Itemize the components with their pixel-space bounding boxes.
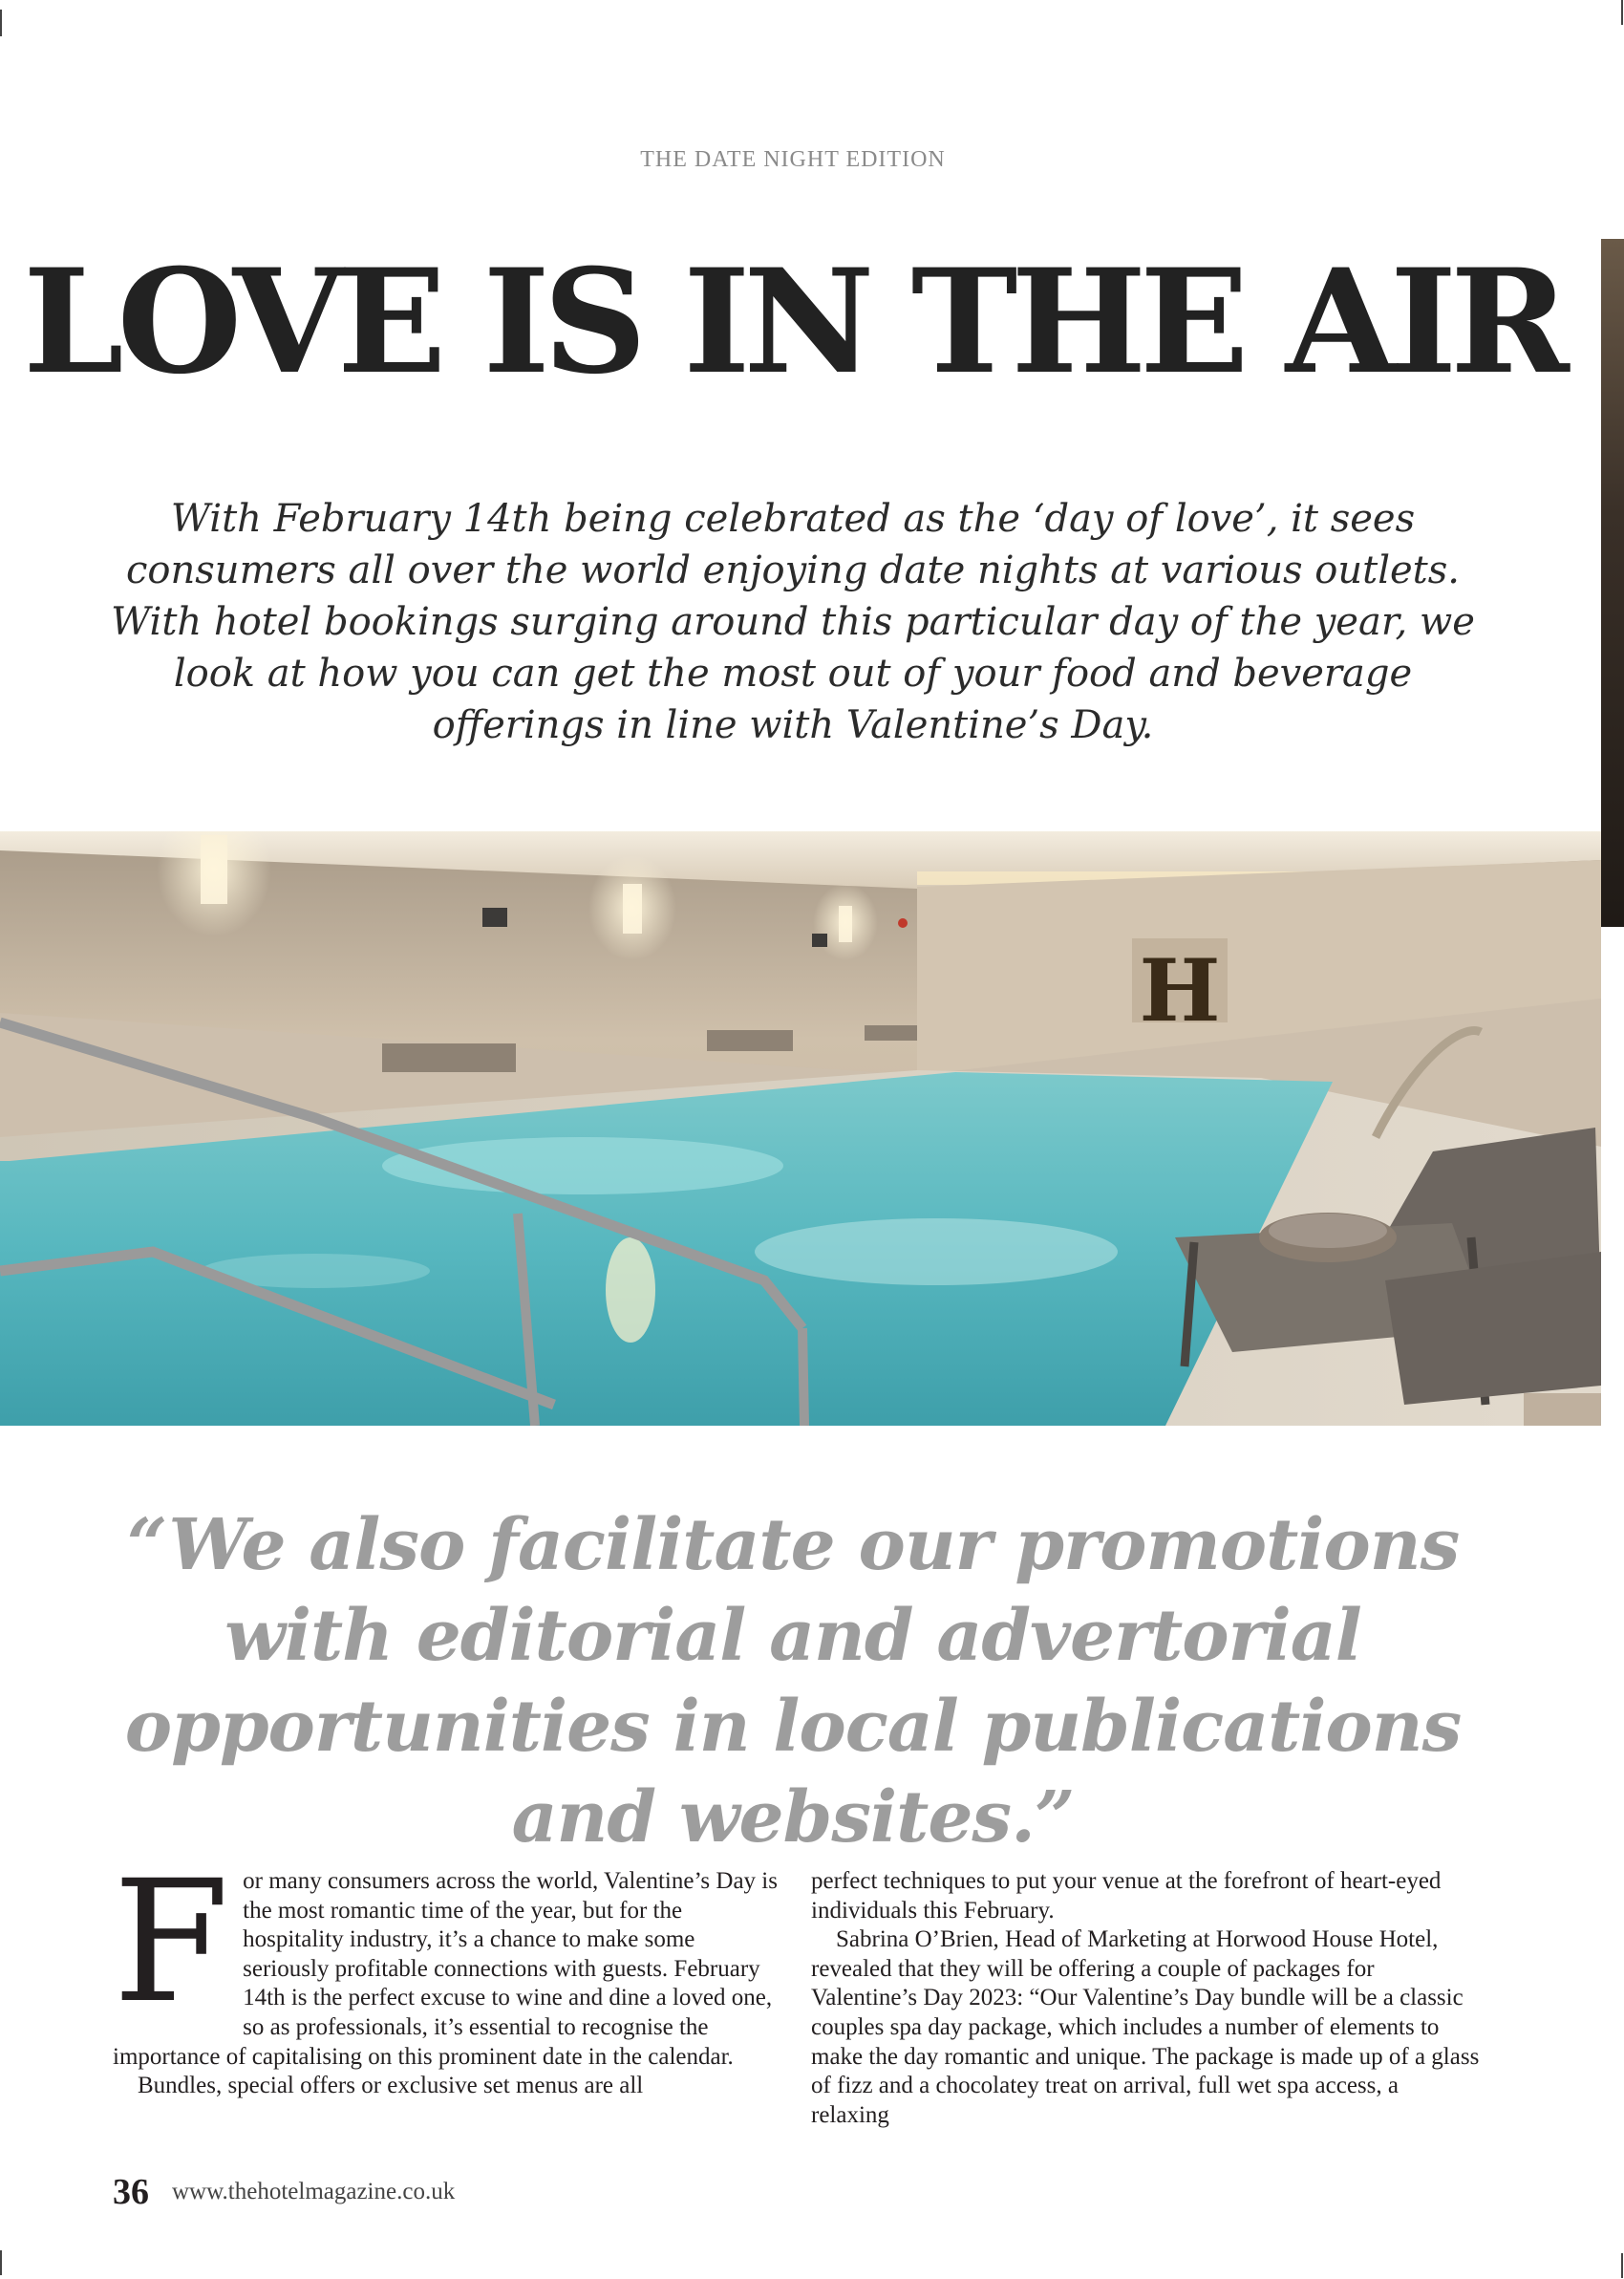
article-column-left: [113, 1844, 783, 2101]
crop-mark-top-right: [1621, 0, 1623, 25]
edge-photo: [1601, 239, 1624, 927]
footer-url[interactable]: www.thehotelmagazine.co.uk: [172, 2179, 456, 2204]
crop-mark-bottom-left: [0, 2250, 2, 2275]
body-paragraph: Sabrina O’Brien, Head of Marketing at Horwood House Hotel, revealed that they will be offering a couple of packages for Valentine’s Day 2023: “Our Valentine’s Day bundle will be a classic couples spa day package, which includes a number of elements to make the day romantic and unique. The package is made up of a glass of fizz and a chocolatey treat on arrival, full wet spa access, a relaxing: [811, 1926, 1480, 2128]
crop-mark-top-left: [0, 10, 2, 36]
pull-quote: “We also facilitate our promotions with editorial and advertorial opportunities in local publications and websites.”: [124, 1504, 1462, 1859]
monogram-logo: H: [1139, 940, 1221, 1042]
intro-paragraph: [113, 1844, 783, 2072]
page-number: 36: [113, 2172, 149, 2212]
section-label: THE DATE NIGHT EDITION: [640, 147, 946, 172]
crop-mark-bottom-right: [1621, 2253, 1623, 2278]
body-paragraph: Bundles, special offers or exclusive set menus are all: [138, 2073, 644, 2099]
standfirst: With February 14th being celebrated as the ‘day of love’, it sees consumers all over the world enjoying date nights at various outlets. With hotel bookings surging around this particular day of the year, we look at how you can get the most out of your food and beverage offerings in line with Valentine’s Day.: [111, 497, 1475, 747]
spa-pool-photo: [0, 831, 1601, 1426]
headline: LOVE IS IN THE AIR: [23, 238, 1563, 406]
drop-cap: F: [113, 1844, 230, 2040]
intro-text: or many consumers across the world, Valentine’s Day is the most romantic time of the year, but for the hospitality industry, it’s a chance to make some seriously profitable connections with guests. February 14th is the perfect excuse to wine and dine a loved one, so as professionals, it’s essential to recognise the importance of capitalising on this prominent date in the calendar.: [113, 1868, 778, 2070]
article-column-right: [811, 1867, 1482, 2130]
body-paragraph: perfect techniques to put your venue at the forefront of heart-eyed individuals this February.: [811, 1868, 1442, 1924]
